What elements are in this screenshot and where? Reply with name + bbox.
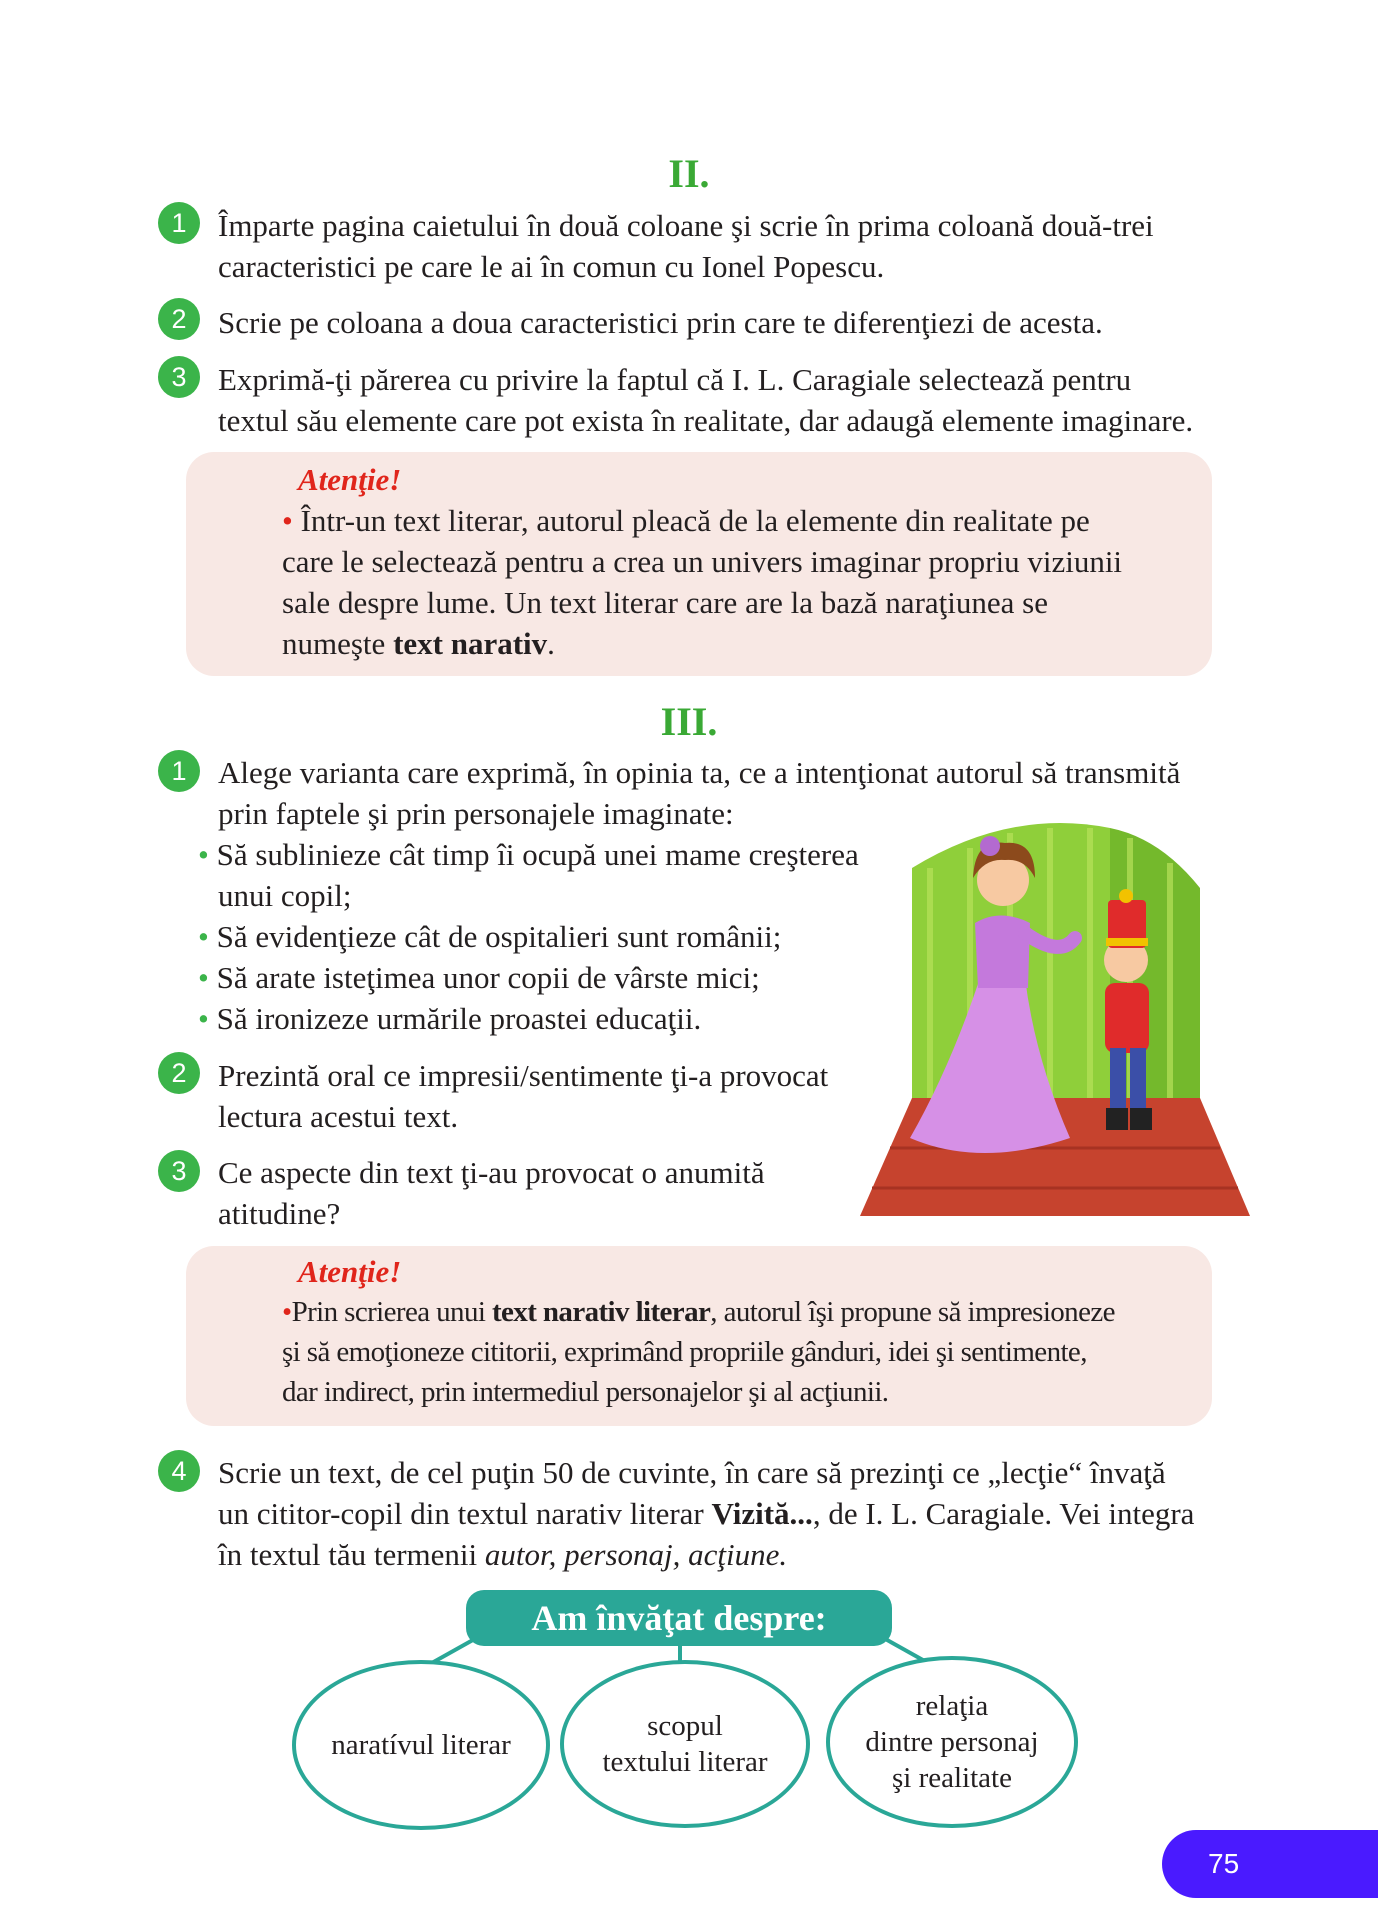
text-line: Alege varianta care exprimă, în opinia ta, ce a intenţionat autorul să transmită [218, 755, 1181, 790]
text-span: Să ironizeze urmările proastei educaţii. [216, 1001, 702, 1036]
text-line: Împarte pagina caietului în două coloane şi scrie în prima coloană două-trei [218, 208, 1154, 243]
attention-line: care le selectează pentru a crea un univers imaginar propriu viziunii [282, 544, 1123, 579]
text-span: , de I. L. Caragiale. Vei integra [812, 1496, 1195, 1531]
attention-line: dar indirect, prin intermediul personajelor şi al acţiunii. [282, 1376, 889, 1408]
text-span: Să evidenţieze cât de ospitalieri sunt românii; [216, 919, 782, 954]
topic-line: relaţia [915, 1690, 989, 1722]
attention-heading: Atenţie! [298, 462, 402, 497]
text-span: , autorul îşi propune să impresioneze [710, 1296, 1115, 1328]
topic-label [331, 1727, 511, 1763]
number-badge-3-3: 3 [158, 1150, 200, 1192]
attention-line: sale despre lume. Un text literar care are la bază naraţiunea se [282, 585, 1048, 620]
section-2-title: II. [668, 151, 710, 196]
number-badge-3-4: 4 [158, 1450, 200, 1492]
topic-narrative [292, 1660, 550, 1830]
page-number: 75 [1162, 1830, 1378, 1898]
text-span: Să sublinieze cât timp îi ocupă unei mame creşterea [216, 837, 859, 872]
text-span: un cititor-copil din textul narativ literar [218, 1496, 712, 1531]
bold-term: text narativ [393, 626, 548, 661]
bullet-icon: • [198, 960, 209, 995]
topic-label [865, 1688, 1038, 1796]
number-badge-2-3: 3 [158, 356, 200, 398]
text-line: Prezintă oral ce impresii/sentimente ţi-a provocat [218, 1058, 829, 1093]
option-1-continued: unui copil; [218, 878, 352, 913]
text-span: în textul tău termenii [218, 1537, 485, 1572]
text-line: caracteristici pe care le ai în comun cu Ionel Popescu. [218, 249, 885, 284]
bullet-icon: • [282, 1296, 292, 1328]
topic-label [602, 1708, 767, 1780]
text-line: prin faptele şi prin personajele imaginate: [218, 796, 734, 831]
text-span: Într-un text literar, autorul pleacă de la elemente din realitate pe [300, 503, 1090, 538]
summary-title: Am învăţat despre: [466, 1590, 892, 1646]
topic-line: şi realitate [892, 1762, 1012, 1794]
bullet-icon: • [198, 837, 209, 872]
topic-relation [826, 1656, 1078, 1828]
bold-term: Vizită... [711, 1496, 813, 1531]
text-line: Scrie un text, de cel puţin 50 de cuvinte, în care să prezinţi ce „lecţie“ învaţă [218, 1455, 1166, 1490]
number-badge-3-2: 2 [158, 1052, 200, 1094]
number-badge-2-1: 1 [158, 202, 200, 244]
number-badge-3-1: 1 [158, 750, 200, 792]
bullet-icon: • [198, 919, 209, 954]
topic-line: textului literar [602, 1746, 768, 1778]
text-line: lectura acestui text. [218, 1099, 459, 1134]
number-badge-2-2: 2 [158, 298, 200, 340]
topic-line: scopul [647, 1710, 723, 1742]
text-span: Să arate isteţimea unor copii de vârste mici; [216, 960, 760, 995]
text-span: . [547, 626, 555, 661]
bullet-icon: • [198, 1001, 209, 1036]
text-line: Exprimă-ţi părerea cu privire la faptul că I. L. Caragiale selectează pentru [218, 362, 1132, 397]
text-line: textul său elemente care pot exista în realitate, dar adaugă elemente imaginare. [218, 403, 1194, 438]
topic-line: dintre personaj [865, 1726, 1039, 1758]
topic-line: naratívul literar [331, 1729, 511, 1761]
text-span: Prin scrierea unui [291, 1296, 492, 1328]
italic-terms: autor, personaj, acţiune. [484, 1537, 788, 1572]
text-line: Ce aspecte din text ţi-au provocat o anumită [218, 1155, 765, 1190]
text-line: Scrie pe coloana a doua caracteristici prin care te diferenţiezi de acesta. [218, 305, 1103, 340]
text-span: numeşte [282, 626, 394, 661]
topic-purpose [560, 1660, 810, 1828]
bold-term: text narativ literar [491, 1296, 711, 1328]
attention-line: şi să emoţioneze cititorii, exprimând propriile gânduri, idei şi sentimente, [282, 1336, 1087, 1368]
attention-heading: Atenţie! [298, 1254, 402, 1289]
text-line: atitudine? [218, 1196, 341, 1231]
bullet-icon: • [282, 503, 293, 538]
section-3-title: III. [660, 699, 718, 744]
